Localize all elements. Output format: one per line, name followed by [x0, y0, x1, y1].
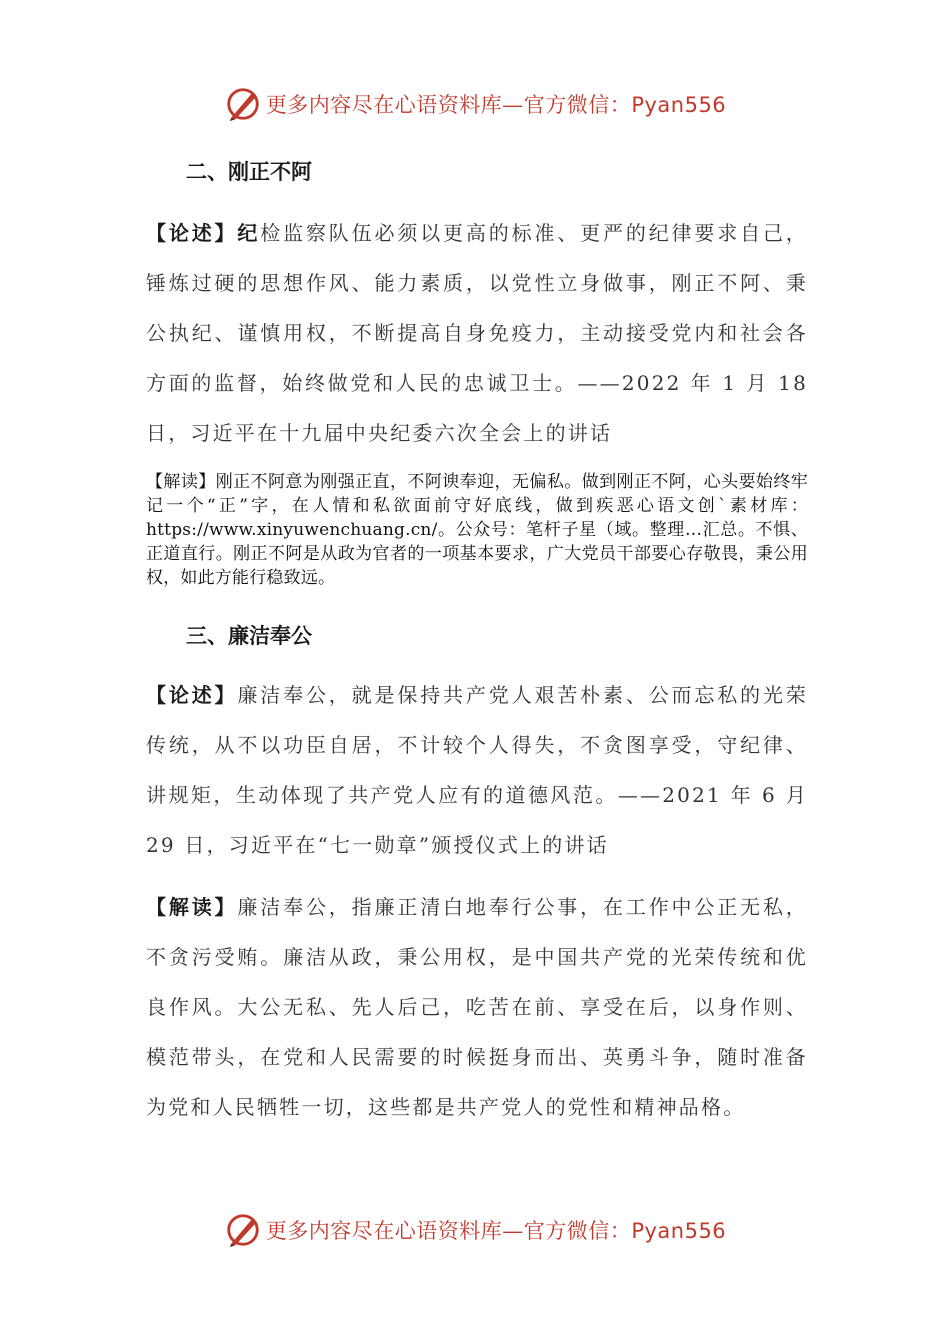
banner-wechat-id: Pyan556: [631, 93, 727, 117]
lunshu-label: 【论述】纪: [146, 221, 261, 245]
banner-text: 更多内容尽在心语资料库—官方微信：Pyan556: [265, 93, 727, 117]
jiedu-label: 【解读】: [146, 895, 238, 919]
section-heading-3: 三、廉洁奉公: [186, 624, 312, 648]
jiedu-text: 【解读】刚正不阿意为刚强正直，不阿谀奉迎，无偏私。做到刚正不阿，心头要始终牢记一个“正”字，在人情和私欲面前守好底线，做到疾恶心语文创`素材库：https://www.xinyuwenchuang.cn/。公众号：笔杆子星（域。整理…汇总。不惧、正道直行。刚正不阿是从政为官者的一项基本要求，广大党员干部要心存敬畏，秉公用权，如此方能行稳致远。: [146, 472, 808, 588]
footer-banner: [0, 1208, 950, 1252]
lunshu-label: 【论述】: [146, 683, 238, 707]
section3-jiedu-paragraph: [146, 882, 808, 1132]
lunshu-text: 检监察队伍必须以更高的标准、更严的纪律要求自己，锤炼过硬的思想作风、能力素质，以党性立身做事，刚正不阿、秉公执纪、谨慎用权，不断提高自身免疫力，主动接受党内和社会各方面的监督，始终做党和人民的忠诚卫士。——2022 年 1 月 18 日，习近平在十九届中央纪委六次全会上的讲话: [146, 221, 808, 445]
header-banner: [0, 82, 950, 126]
jiedu-text: 廉洁奉公，指廉正清白地奉行公事，在工作中公正无私，不贪污受贿。廉洁从政，秉公用权，是中国共产党的光荣传统和优良作风。大公无私、先人后己，吃苦在前、享受在后，以身作则、模范带头，在党和人民需要的时候挺身而出、英勇斗争，随时准备为党和人民牺牲一切，这些都是共产党人的党性和精神品格。: [146, 895, 808, 1119]
section2-lunshu-paragraph: [146, 208, 808, 458]
pen-logo-icon: [224, 1211, 262, 1249]
lunshu-text: 廉洁奉公，就是保持共产党人艰苦朴素、公而忘私的光荣传统，从不以功臣自居，不计较个人得失，不贪图享受，守纪律、讲规矩，生动体现了共产党人应有的道德风范。——2021 年 6 月 29 日，习近平在“七一勋章”颁授仪式上的讲话: [146, 683, 808, 857]
banner-text: 更多内容尽在心语资料库—官方微信：Pyan556: [265, 1219, 727, 1243]
section-heading-2: 二、刚正不阿: [186, 160, 312, 184]
pen-logo-icon: [224, 85, 262, 123]
section3-lunshu-paragraph: [146, 670, 808, 870]
section2-jiedu-paragraph: [146, 470, 808, 590]
banner-wechat-id: Pyan556: [631, 1219, 727, 1243]
